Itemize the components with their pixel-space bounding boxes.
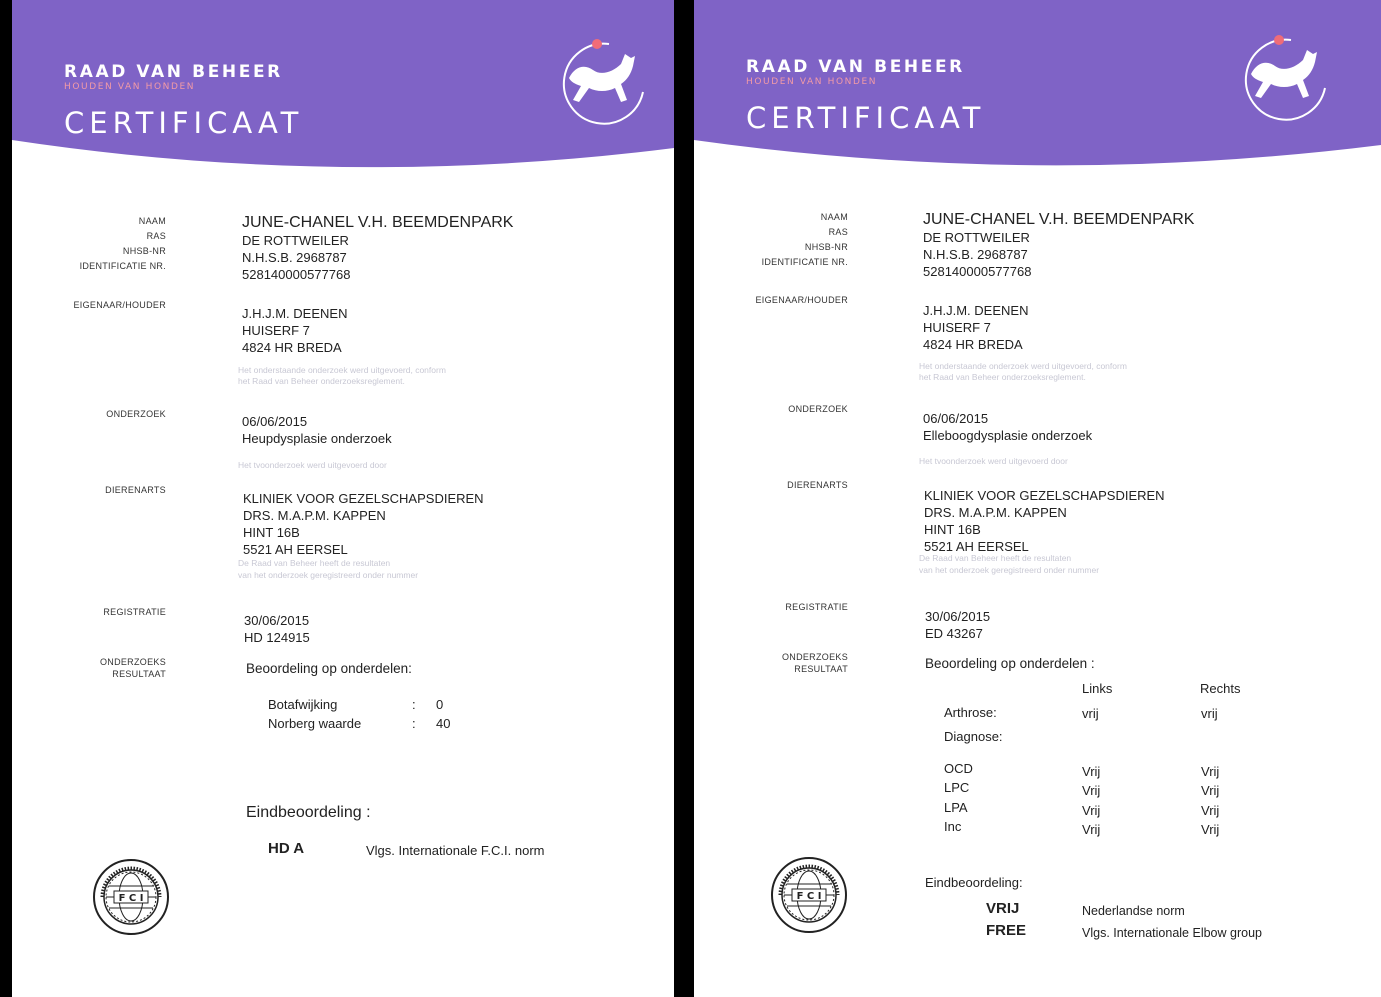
vet-clinic: KLINIEK VOOR GEZELSCHAPSDIEREN [924, 488, 1165, 503]
owner-city: 4824 HR BREDA [242, 340, 342, 355]
header-band [694, 0, 1381, 175]
dog-name: JUNE-CHANEL V.H. BEEMDENPARK [923, 211, 1195, 228]
diagnosis-name: Inc [944, 819, 962, 834]
faint-results-1: De Raad van Beheer heeft de resultaten [238, 558, 391, 568]
diagnosis-right: Vrij [1201, 822, 1220, 837]
column-left-header: Links [1082, 681, 1113, 696]
fci-seal-icon [770, 856, 848, 934]
diagnosis-left: Vrij [1082, 783, 1101, 798]
final-grade: FREE [986, 922, 1027, 939]
label-registration: REGISTRATIE [785, 602, 848, 612]
dog-breed: DE ROTTWEILER [923, 230, 1030, 245]
label-ras: RAS [146, 231, 166, 241]
label-nhsb: NHSB-NR [122, 246, 166, 256]
label-ident: IDENTIFICATIE NR. [761, 257, 848, 267]
registration-date: 30/06/2015 [244, 613, 310, 628]
final-norm: Vlgs. Internationale Elbow group [1082, 926, 1262, 940]
owner-city: 4824 HR BREDA [923, 337, 1023, 352]
exam-date: 06/06/2015 [242, 414, 308, 429]
org-tagline: HOUDEN VAN HONDEN [746, 77, 878, 87]
registration-number: ED 43267 [925, 626, 983, 641]
vet-city: 5521 AH EERSEL [924, 539, 1029, 554]
vet-doctor: DRS. M.A.P.M. KAPPEN [924, 505, 1067, 520]
item-name: Norberg waarde [268, 716, 362, 731]
owner-street: HUISERF 7 [923, 320, 991, 335]
diagnosis-name: LPC [944, 780, 970, 795]
label-registration: REGISTRATIE [103, 607, 166, 617]
registration-date: 30/06/2015 [925, 609, 991, 624]
vet-street: HINT 16B [924, 522, 981, 537]
hd-certificate [12, 0, 674, 997]
exam-type: Elleboogdysplasie onderzoek [923, 428, 1093, 443]
label-result-2: RESULTAAT [112, 669, 166, 679]
item-sep: : [412, 697, 416, 712]
ed-certificate [694, 0, 1381, 997]
diagnose-label: Diagnose: [944, 729, 1003, 744]
svg-text:F C I: F C I [796, 891, 822, 902]
assessment-title: Beoordeling op onderdelen : [925, 656, 1095, 671]
svg-text:F C I: F C I [118, 893, 144, 904]
dog-id: 528140000577768 [923, 264, 1032, 279]
label-ras: RAS [828, 227, 848, 237]
diagnosis-right: Vrij [1201, 803, 1220, 818]
faint-results-2: van het onderzoek geregistreerd onder nummer [238, 570, 419, 580]
certificate-title: CERTIFICAAT [64, 106, 304, 140]
item-value: 40 [436, 716, 451, 731]
org-tagline: HOUDEN VAN HONDEN [64, 82, 196, 92]
arthrose-right: vrij [1201, 706, 1218, 721]
diagnosis-name: OCD [944, 761, 973, 776]
dog-id: 528140000577768 [242, 267, 351, 282]
owner-name: J.H.J.M. DEENEN [242, 306, 348, 321]
dog-nhsb: N.H.S.B. 2968787 [242, 250, 347, 265]
diagnosis-left: Vrij [1082, 803, 1101, 818]
diagnosis-left: Vrij [1082, 822, 1101, 837]
fci-seal-icon [92, 858, 170, 936]
owner-name: J.H.J.M. DEENEN [923, 303, 1029, 318]
label-naam: NAAM [820, 212, 848, 222]
diagnosis-name: LPA [944, 800, 968, 815]
registration-number: HD 124915 [244, 630, 310, 645]
owner-street: HUISERF 7 [242, 323, 310, 338]
dog-breed: DE ROTTWEILER [242, 233, 349, 248]
faint-pre-exam: Het tvoonderzoek werd uitgevoerd door [238, 460, 387, 470]
label-naam: NAAM [138, 216, 166, 226]
final-label: Eindbeoordeling: [925, 875, 1023, 890]
label-owner: EIGENAAR/HOUDER [73, 300, 166, 310]
final-label: Eindbeoordeling : [246, 804, 371, 821]
label-ident: IDENTIFICATIE NR. [79, 261, 166, 271]
faint-pre-exam: Het tvoonderzoek werd uitgevoerd door [919, 456, 1068, 466]
exam-type: Heupdysplasie onderzoek [242, 431, 392, 446]
column-right-header: Rechts [1200, 681, 1241, 696]
faint-conform-2: het Raad van Beheer onderzoeksreglement. [919, 372, 1086, 382]
label-vet: DIERENARTS [787, 480, 848, 490]
exam-date: 06/06/2015 [923, 411, 989, 426]
vet-doctor: DRS. M.A.P.M. KAPPEN [243, 508, 386, 523]
label-exam: ONDERZOEK [788, 404, 848, 414]
faint-conform-1: Het onderstaande onderzoek werd uitgevoerd, conform [238, 365, 446, 375]
faint-conform-2: het Raad van Beheer onderzoeksreglement. [238, 376, 405, 386]
diagnosis-left: Vrij [1082, 764, 1101, 779]
label-owner: EIGENAAR/HOUDER [755, 295, 848, 305]
final-norm: Nederlandse norm [1082, 904, 1185, 918]
org-name: RAAD VAN BEHEER [64, 62, 283, 82]
label-result-2: RESULTAAT [794, 664, 848, 674]
diagnosis-right: Vrij [1201, 764, 1220, 779]
dog-leaping-logo-icon [1239, 26, 1335, 130]
label-result-1: ONDERZOEKS [781, 652, 848, 662]
arthrose-label: Arthrose: [944, 705, 997, 720]
label-nhsb: NHSB-NR [804, 242, 848, 252]
faint-results-1: De Raad van Beheer heeft de resultaten [919, 553, 1072, 563]
assessment-title: Beoordeling op onderdelen: [246, 661, 412, 676]
final-grade: HD A [268, 840, 305, 857]
final-grade: VRIJ [986, 900, 1020, 917]
vet-street: HINT 16B [243, 525, 300, 540]
label-exam: ONDERZOEK [106, 409, 166, 419]
org-name: RAAD VAN BEHEER [746, 57, 965, 77]
arthrose-left: vrij [1082, 706, 1099, 721]
item-sep: : [412, 716, 416, 731]
vet-city: 5521 AH EERSEL [243, 542, 348, 557]
certificate-title: CERTIFICAAT [746, 101, 986, 135]
faint-results-2: van het onderzoek geregistreerd onder nummer [919, 565, 1100, 575]
faint-conform-1: Het onderstaande onderzoek werd uitgevoerd, conform [919, 361, 1127, 371]
dog-nhsb: N.H.S.B. 2968787 [923, 247, 1028, 262]
item-name: Botafwijking [268, 697, 338, 712]
item-value: 0 [436, 697, 444, 712]
label-vet: DIERENARTS [105, 485, 166, 495]
diagnosis-right: Vrij [1201, 783, 1220, 798]
final-norm: Vlgs. Internationale F.C.I. norm [366, 843, 545, 858]
header-band [12, 0, 674, 175]
dog-leaping-logo-icon [557, 30, 653, 134]
dog-name: JUNE-CHANEL V.H. BEEMDENPARK [242, 214, 514, 231]
vet-clinic: KLINIEK VOOR GEZELSCHAPSDIEREN [243, 491, 484, 506]
label-result-1: ONDERZOEKS [99, 657, 166, 667]
